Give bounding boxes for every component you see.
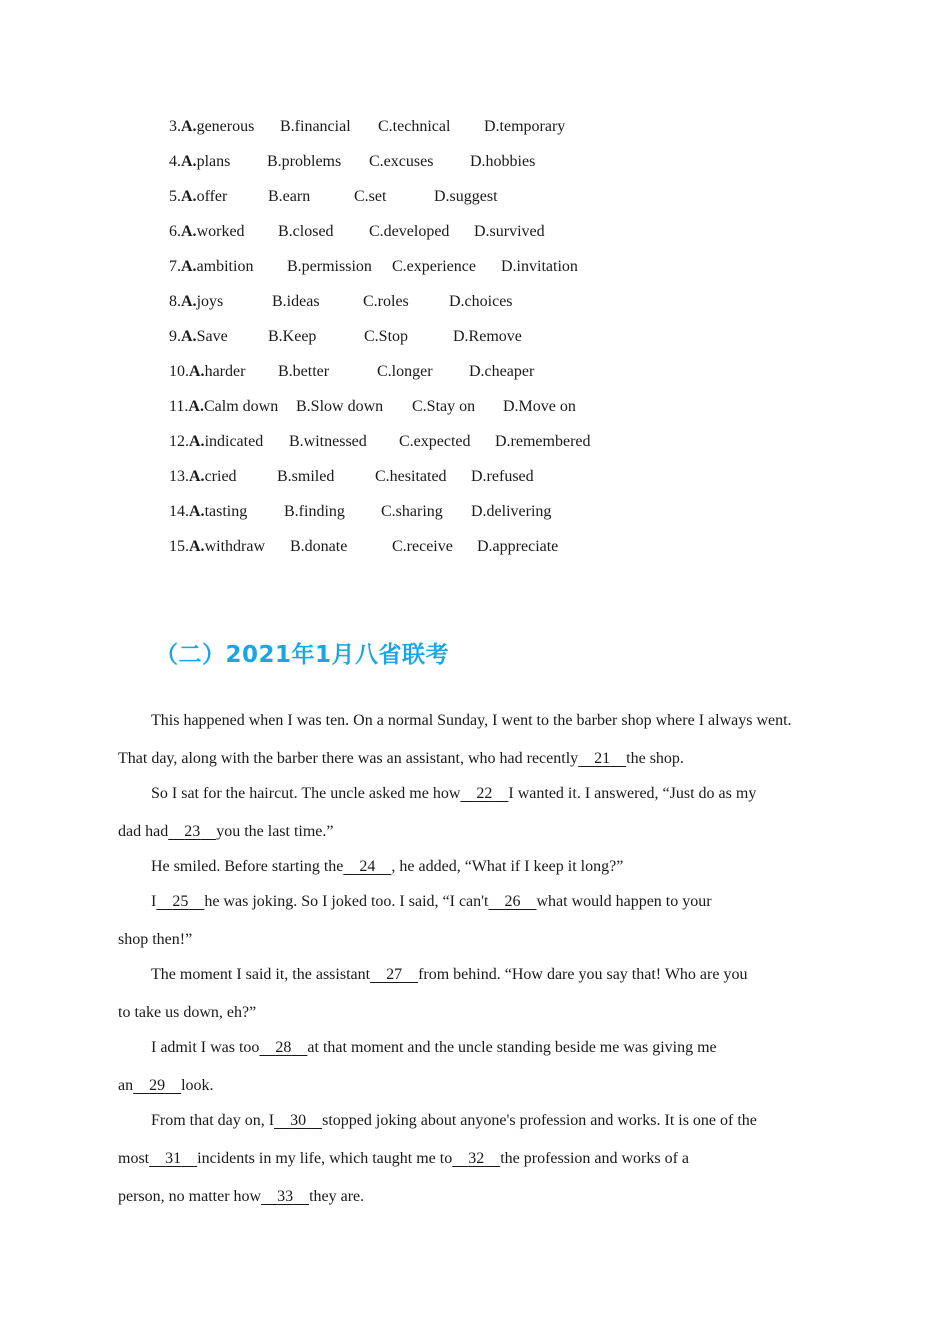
passage-line xyxy=(118,1075,838,1110)
option-b[interactable]: B.permission xyxy=(287,258,372,275)
option-row xyxy=(169,431,889,466)
question-number: 3. xyxy=(169,118,181,135)
option-d[interactable]: D.remembered xyxy=(495,433,591,450)
question-number: 13. xyxy=(169,468,189,485)
passage-text: what would happen to your xyxy=(536,893,712,910)
passage-line xyxy=(118,1186,838,1221)
option-d[interactable]: D.Move on xyxy=(503,398,576,415)
option-b[interactable]: B.witnessed xyxy=(289,433,367,450)
passage-line xyxy=(118,929,838,964)
option-a-text: worked xyxy=(196,223,245,240)
option-a-text: indicated xyxy=(204,433,264,450)
option-a-text: withdraw xyxy=(204,538,265,555)
option-a-letter: A. xyxy=(181,118,197,135)
option-a-text: generous xyxy=(196,118,255,135)
question-number: 5. xyxy=(169,188,181,205)
option-c[interactable]: C.receive xyxy=(392,538,453,555)
option-c[interactable]: C.Stop xyxy=(364,328,409,345)
option-c[interactable]: C.excuses xyxy=(369,153,434,170)
option-c[interactable]: C.expected xyxy=(399,433,471,450)
option-a[interactable] xyxy=(169,326,228,348)
option-c[interactable]: C.sharing xyxy=(381,503,443,520)
option-row xyxy=(169,221,889,256)
passage-text: stopped joking about anyone's profession and works. It is one of the xyxy=(322,1112,757,1129)
option-d[interactable]: D.appreciate xyxy=(477,538,559,555)
option-d[interactable]: D.survived xyxy=(474,223,545,240)
option-row xyxy=(169,536,889,571)
option-b[interactable]: B.smiled xyxy=(277,468,335,485)
passage-line xyxy=(118,1037,838,1072)
passage-line xyxy=(118,710,838,745)
option-a-text: offer xyxy=(196,188,228,205)
option-c[interactable]: C.technical xyxy=(378,118,451,135)
option-d[interactable]: D.hobbies xyxy=(470,153,536,170)
option-a-letter: A. xyxy=(188,398,204,415)
option-b[interactable]: B.earn xyxy=(268,188,311,205)
option-b[interactable]: B.Slow down xyxy=(296,398,384,415)
option-c[interactable]: C.longer xyxy=(377,363,433,380)
option-b[interactable]: B.finding xyxy=(284,503,345,520)
passage-line xyxy=(118,748,838,783)
option-a-text: plans xyxy=(196,153,231,170)
blank-32[interactable]: 32 xyxy=(468,1150,485,1167)
blank-27[interactable]: 27 xyxy=(386,966,403,983)
blank-25[interactable]: 25 xyxy=(172,893,189,910)
option-row xyxy=(169,466,889,501)
cloze-passage xyxy=(118,710,838,1221)
option-a[interactable] xyxy=(169,501,247,523)
option-a-letter: A. xyxy=(189,363,205,380)
option-a-letter: A. xyxy=(189,503,205,520)
option-d[interactable]: D.Remove xyxy=(453,328,522,345)
blank-23[interactable]: 23 xyxy=(184,823,201,840)
option-b[interactable]: B.ideas xyxy=(272,293,320,310)
passage-line xyxy=(118,1148,838,1183)
option-d[interactable]: D.suggest xyxy=(434,188,498,205)
passage-text: I admit I was too xyxy=(151,1039,260,1056)
option-a[interactable] xyxy=(169,151,230,173)
option-row xyxy=(169,326,889,361)
option-d[interactable]: D.cheaper xyxy=(469,363,535,380)
option-c[interactable]: C.hesitated xyxy=(375,468,447,485)
passage-text: That day, along with the barber there was an assistant, who had recently xyxy=(118,750,579,767)
blank-26[interactable]: 26 xyxy=(504,893,521,910)
passage-text: He smiled. Before starting the xyxy=(151,858,344,875)
option-a[interactable] xyxy=(169,431,263,453)
passage-text: they are. xyxy=(309,1188,365,1205)
option-a-letter: A. xyxy=(181,258,197,275)
passage-text: I xyxy=(151,893,157,910)
passage-line xyxy=(118,1110,838,1145)
question-number: 6. xyxy=(169,223,181,240)
option-c[interactable]: C.roles xyxy=(363,293,409,310)
option-c[interactable]: C.Stay on xyxy=(412,398,476,415)
passage-line xyxy=(118,891,838,926)
option-a-letter: A. xyxy=(181,153,197,170)
question-number: 11. xyxy=(169,398,189,415)
passage-text: I wanted it. I answered, “Just do as my xyxy=(508,785,757,802)
passage-text: person, no matter how xyxy=(118,1188,262,1205)
passage-text: The moment I said it, the assistant xyxy=(151,966,371,983)
option-a-letter: A. xyxy=(189,468,205,485)
answer-options-list xyxy=(169,116,889,571)
question-number: 15. xyxy=(169,538,189,555)
passage-line xyxy=(118,964,838,999)
passage-text: shop then!” xyxy=(118,931,193,948)
passage-text: at that moment and the uncle standing beside me was giving me xyxy=(307,1039,717,1056)
option-row xyxy=(169,291,889,326)
option-a-text: tasting xyxy=(204,503,248,520)
option-a[interactable] xyxy=(169,256,253,278)
passage-text: dad had xyxy=(118,823,169,840)
option-d[interactable]: D.temporary xyxy=(484,118,566,135)
option-b[interactable]: B.financial xyxy=(280,118,351,135)
passage-text: From that day on, I xyxy=(151,1112,275,1129)
option-b[interactable]: B.Keep xyxy=(268,328,317,345)
passage-line xyxy=(118,783,838,818)
option-row xyxy=(169,186,889,221)
option-d[interactable]: D.invitation xyxy=(501,258,578,275)
question-number: 14. xyxy=(169,503,189,520)
option-a-text: cried xyxy=(204,468,237,485)
option-b[interactable]: B.problems xyxy=(267,153,342,170)
option-b[interactable]: B.donate xyxy=(290,538,348,555)
question-number: 12. xyxy=(169,433,189,450)
question-number: 4. xyxy=(169,153,181,170)
option-row xyxy=(169,501,889,536)
option-a[interactable] xyxy=(169,361,245,383)
passage-text: So I sat for the haircut. The uncle asked me how xyxy=(151,785,461,802)
blank-30[interactable]: 30 xyxy=(290,1112,307,1129)
passage-text: from behind. “How dare you say that! Who are you xyxy=(418,966,748,983)
blank-28[interactable]: 28 xyxy=(275,1039,292,1056)
passage-text: the profession and works of a xyxy=(500,1150,690,1167)
option-a[interactable] xyxy=(169,466,237,488)
option-b[interactable]: B.closed xyxy=(278,223,334,240)
passage-text: look. xyxy=(181,1077,214,1094)
section-title: （二）2021年1月八省联考 xyxy=(155,642,450,668)
option-a-letter: A. xyxy=(181,328,197,345)
blank-22[interactable]: 22 xyxy=(476,785,493,802)
option-a-letter: A. xyxy=(181,293,197,310)
option-row xyxy=(169,151,889,186)
option-a-text: joys xyxy=(196,293,224,310)
option-a[interactable] xyxy=(169,396,278,418)
option-a[interactable] xyxy=(169,536,265,558)
passage-line xyxy=(118,1002,838,1037)
option-row xyxy=(169,361,889,396)
option-c[interactable]: C.set xyxy=(354,188,387,205)
option-row xyxy=(169,256,889,291)
passage-line xyxy=(118,821,838,856)
option-a-letter: A. xyxy=(181,188,197,205)
question-number: 8. xyxy=(169,293,181,310)
passage-text: you the last time.” xyxy=(216,823,334,840)
option-c[interactable]: C.developed xyxy=(369,223,450,240)
blank-29[interactable]: 29 xyxy=(149,1077,166,1094)
option-a[interactable] xyxy=(169,221,245,243)
passage-text: most xyxy=(118,1150,150,1167)
option-a-text: harder xyxy=(204,363,246,380)
blank-31[interactable]: 31 xyxy=(165,1150,182,1167)
blank-21[interactable]: 21 xyxy=(594,750,611,767)
option-a[interactable] xyxy=(169,186,227,208)
option-c[interactable]: C.experience xyxy=(392,258,476,275)
question-number: 10. xyxy=(169,363,189,380)
option-d[interactable]: D.choices xyxy=(449,293,513,310)
option-a-letter: A. xyxy=(189,538,205,555)
passage-text: to take us down, eh?” xyxy=(118,1004,257,1021)
option-a-text: Calm down xyxy=(203,398,279,415)
option-a-letter: A. xyxy=(181,223,197,240)
passage-line xyxy=(118,856,838,891)
question-number: 7. xyxy=(169,258,181,275)
passage-text: he was joking. So I joked too. I said, “I can't xyxy=(204,893,489,910)
option-a-letter: A. xyxy=(189,433,205,450)
option-a[interactable] xyxy=(169,291,223,313)
option-d[interactable]: D.refused xyxy=(471,468,534,485)
option-d[interactable]: D.delivering xyxy=(471,503,552,520)
passage-text: This happened when I was ten. On a normal Sunday, I went to the barber shop where I always went. xyxy=(151,712,792,729)
passage-text: the shop. xyxy=(626,750,684,767)
passage-text: , he added, “What if I keep it long?” xyxy=(391,858,624,875)
option-row xyxy=(169,396,889,431)
option-row xyxy=(169,116,889,151)
option-a-text: Save xyxy=(196,328,228,345)
passage-text: incidents in my life, which taught me to xyxy=(197,1150,453,1167)
option-b[interactable]: B.better xyxy=(278,363,330,380)
blank-33[interactable]: 33 xyxy=(277,1188,294,1205)
passage-text: an xyxy=(118,1077,134,1094)
blank-24[interactable]: 24 xyxy=(359,858,376,875)
option-a[interactable] xyxy=(169,116,254,138)
question-number: 9. xyxy=(169,328,181,345)
option-a-text: ambition xyxy=(196,258,254,275)
